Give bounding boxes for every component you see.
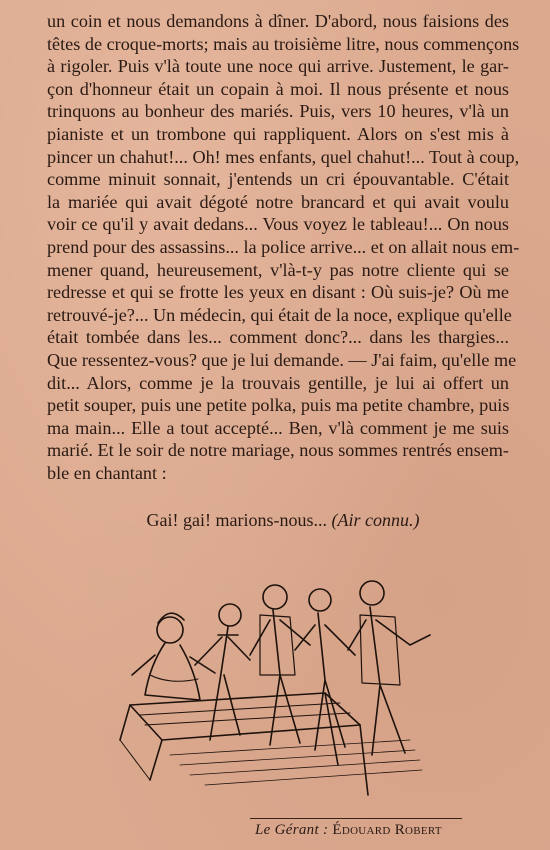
wedding-illustration [110, 575, 455, 800]
text-line: pianiste et un trombone qui rappliquent. Alors on s'est mis à [47, 123, 509, 144]
text-line: dit... Alors, comme je la trouvais gentille, je lui ai offert un [47, 372, 509, 393]
text-line: çon d'honneur était un copain à moi. Il nous présente et nous [47, 78, 509, 99]
song-lyric: Gai! gai! marions-nous... [146, 510, 327, 530]
footer-role: Le Gérant : [255, 822, 329, 838]
footer-rule [250, 818, 462, 820]
text-line: à rigoler. Puis v'là toute une noce qui arrive. Justement, le gar- [47, 56, 509, 77]
text-line: ble en chantant : [47, 462, 167, 483]
body-text [47, 10, 520, 484]
footer [255, 822, 442, 839]
song-line [0, 510, 550, 531]
text-line: pincer un chahut!... Oh! mes enfants, quel chahut!... Tout à coup, [47, 146, 520, 167]
text-line: un coin et nous demandons à dîner. D'abord, nous faisions des [47, 11, 509, 31]
text-line: la mariée qui avait dégoté notre brancard et qui avait voulu [47, 191, 509, 212]
song-air: (Air connu.) [331, 510, 420, 530]
text-line: retrouvé-je?... Un médecin, qui était de la noce, explique qu'elle [47, 304, 512, 325]
text-line: Que ressentez-vous? que je lui demande. — J'ai faim, qu'elle me [47, 349, 517, 370]
text-line: redresse et qui se frotte les yeux en disant : Où suis-je? Où me [47, 282, 509, 303]
text-line: voir ce qu'il y avait dedans... Vous voyez le tableau!... On nous [47, 214, 509, 235]
text-line: marié. Et le soir de notre mariage, nous sommes rentrés ensem- [47, 440, 509, 461]
text-line: ma main... Elle a tout accepté... Ben, v'là comment je me suis [47, 417, 509, 438]
footer-name: Édouard Robert [332, 822, 442, 838]
text-line: était tombée dans les... comment donc?... dans les thargies... [47, 327, 509, 348]
text-line: petit souper, puis une petite polka, puis ma petite chambre, puis [47, 395, 510, 416]
text-line: prend pour des assassins... la police arrive... et on allait nous em- [47, 236, 520, 257]
text-line: comme minuit sonnait, j'entends un cri épouvantable. C'était [47, 169, 509, 190]
text-line: têtes de croque-morts; mais au troisième litre, nous commençons [47, 33, 520, 54]
text-line: trinquons au bonheur des mariés. Puis, vers 10 heures, v'là un [47, 101, 509, 122]
text-line: mener quand, heureusement, v'là-t-y pas notre cliente qui se [47, 259, 509, 280]
